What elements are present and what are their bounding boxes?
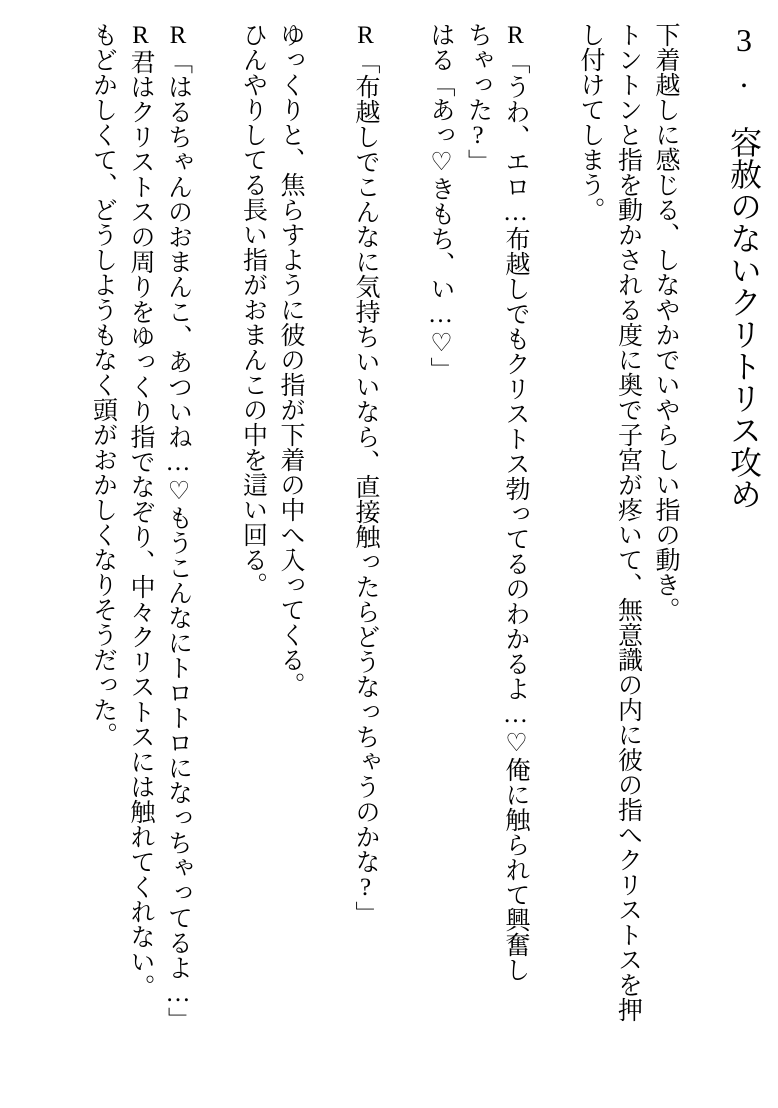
paragraph-narration: ひんやりしてる長い指がおまんこの中を這い回る。 [239, 22, 267, 597]
paragraph-dialogue-r: R「うわ、エロ…布越しでもクリストス勃ってるのわかるよ…♡俺に触られて興奮しちゃった?」 [464, 22, 529, 982]
paragraph-dialogue-r: R「布越しでこんなに気持ちいいなら、直接触ったらどうなっちゃうのかな?」 [352, 22, 379, 926]
paragraph-narration: ゆっくりと、焦らすように彼の指が下着の中へ入ってくる。 [277, 22, 304, 697]
paragraph-narration: トントンと指を動かされる度に奥で子宮が疼いて、無意識の内に彼の指へクリストスを押し付けてしまう。 [577, 22, 642, 1022]
paragraph-narration: 下着越しに感じる、しなやかでいやらしい指の動き。 [652, 22, 679, 622]
paragraph-dialogue-haru: はる「あっ♡きもち、い…♡」 [427, 22, 454, 382]
paragraph-narration: R君はクリストスの周りをゆっくり指でなぞり、中々クリストスには触れてくれない。 [127, 22, 154, 999]
text-flow [84, 22, 768, 1032]
paragraph-narration: もどかしくて、どうしようもなく頭がおかしくなりそうだった。 [89, 22, 117, 747]
chapter-title: 3. 容赦のないクリトリス攻め [726, 22, 762, 510]
paragraph-dialogue-r: R「はるちゃんのおまんこ、あついね…♡もうこんなにトロトロになっちゃってるよ…」 [164, 22, 192, 1032]
